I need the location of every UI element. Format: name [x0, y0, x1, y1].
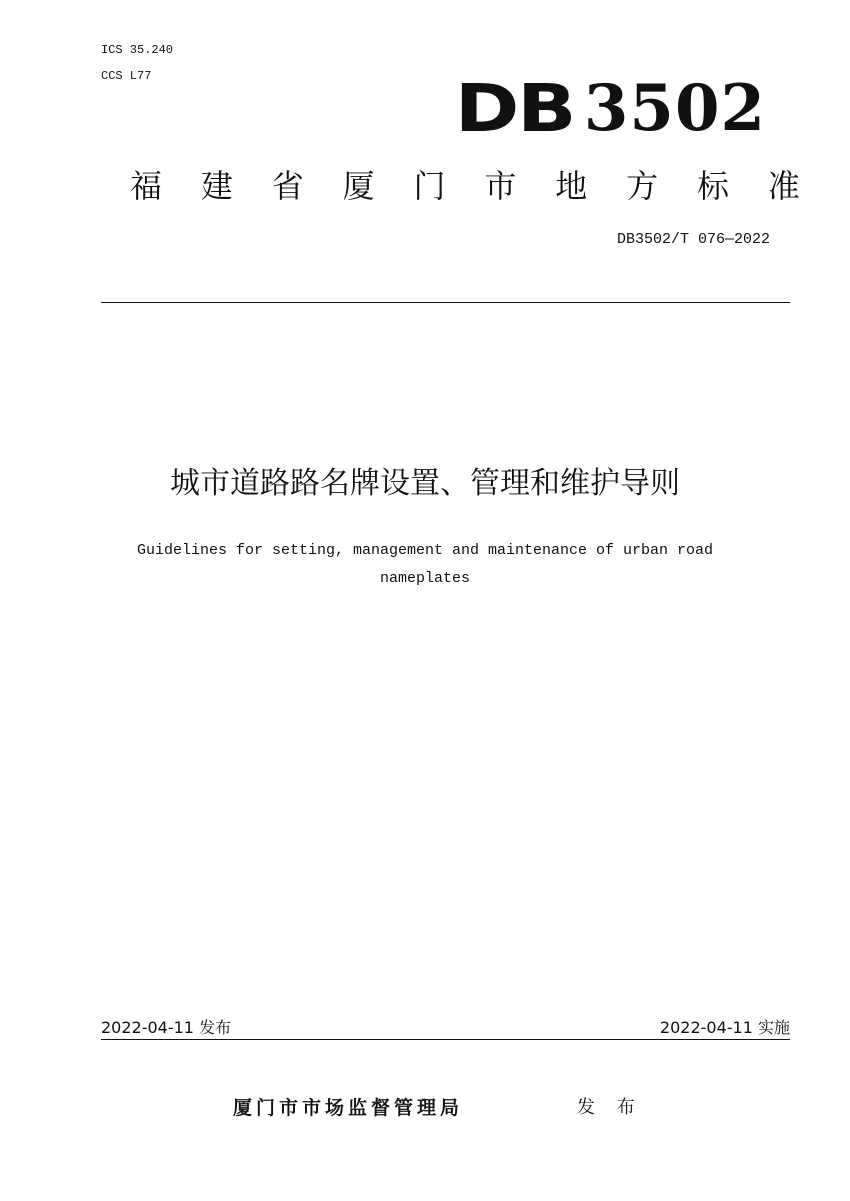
issue-date: 2022-04-11 发布 [101, 1018, 232, 1037]
standard-type-char: 福 [130, 167, 163, 205]
ics-code: ICS 35.240 [101, 43, 174, 57]
implementation-date: 2022-04-11 实施 [659, 1018, 790, 1037]
ccs-code: CCS L77 [101, 69, 152, 83]
standard-type-char: 建 [200, 167, 233, 205]
bottom-divider [101, 1039, 790, 1040]
standard-type-char: 市 [484, 167, 517, 205]
db-logo [454, 70, 766, 147]
db-logo-letters: DB [454, 70, 574, 147]
english-title [80, 537, 770, 593]
standard-type-char: 厦 [342, 167, 375, 205]
publish-label: 发 布 [577, 1097, 643, 1118]
standard-type-char: 门 [413, 167, 446, 205]
db-logo-number: 3502 [583, 71, 766, 146]
standard-type-char: 省 [271, 167, 304, 205]
english-title-line: nameplates [379, 570, 470, 587]
top-divider [101, 302, 790, 303]
chinese-title: 城市道路路名牌设置、管理和维护导则 [170, 466, 680, 501]
standard-type-char: 地 [555, 167, 588, 205]
standard-number: DB3502/T 076—2022 [616, 231, 770, 248]
standard-type-char: 准 [767, 167, 800, 205]
english-title-line: Guidelines for setting, management and maintenance of urban road [136, 542, 714, 559]
standard-type-char: 方 [626, 167, 659, 205]
standard-type-char: 标 [697, 167, 730, 205]
standard-type-title [130, 166, 800, 206]
publisher-name: 厦门市市场监督管理局 [233, 1097, 464, 1119]
